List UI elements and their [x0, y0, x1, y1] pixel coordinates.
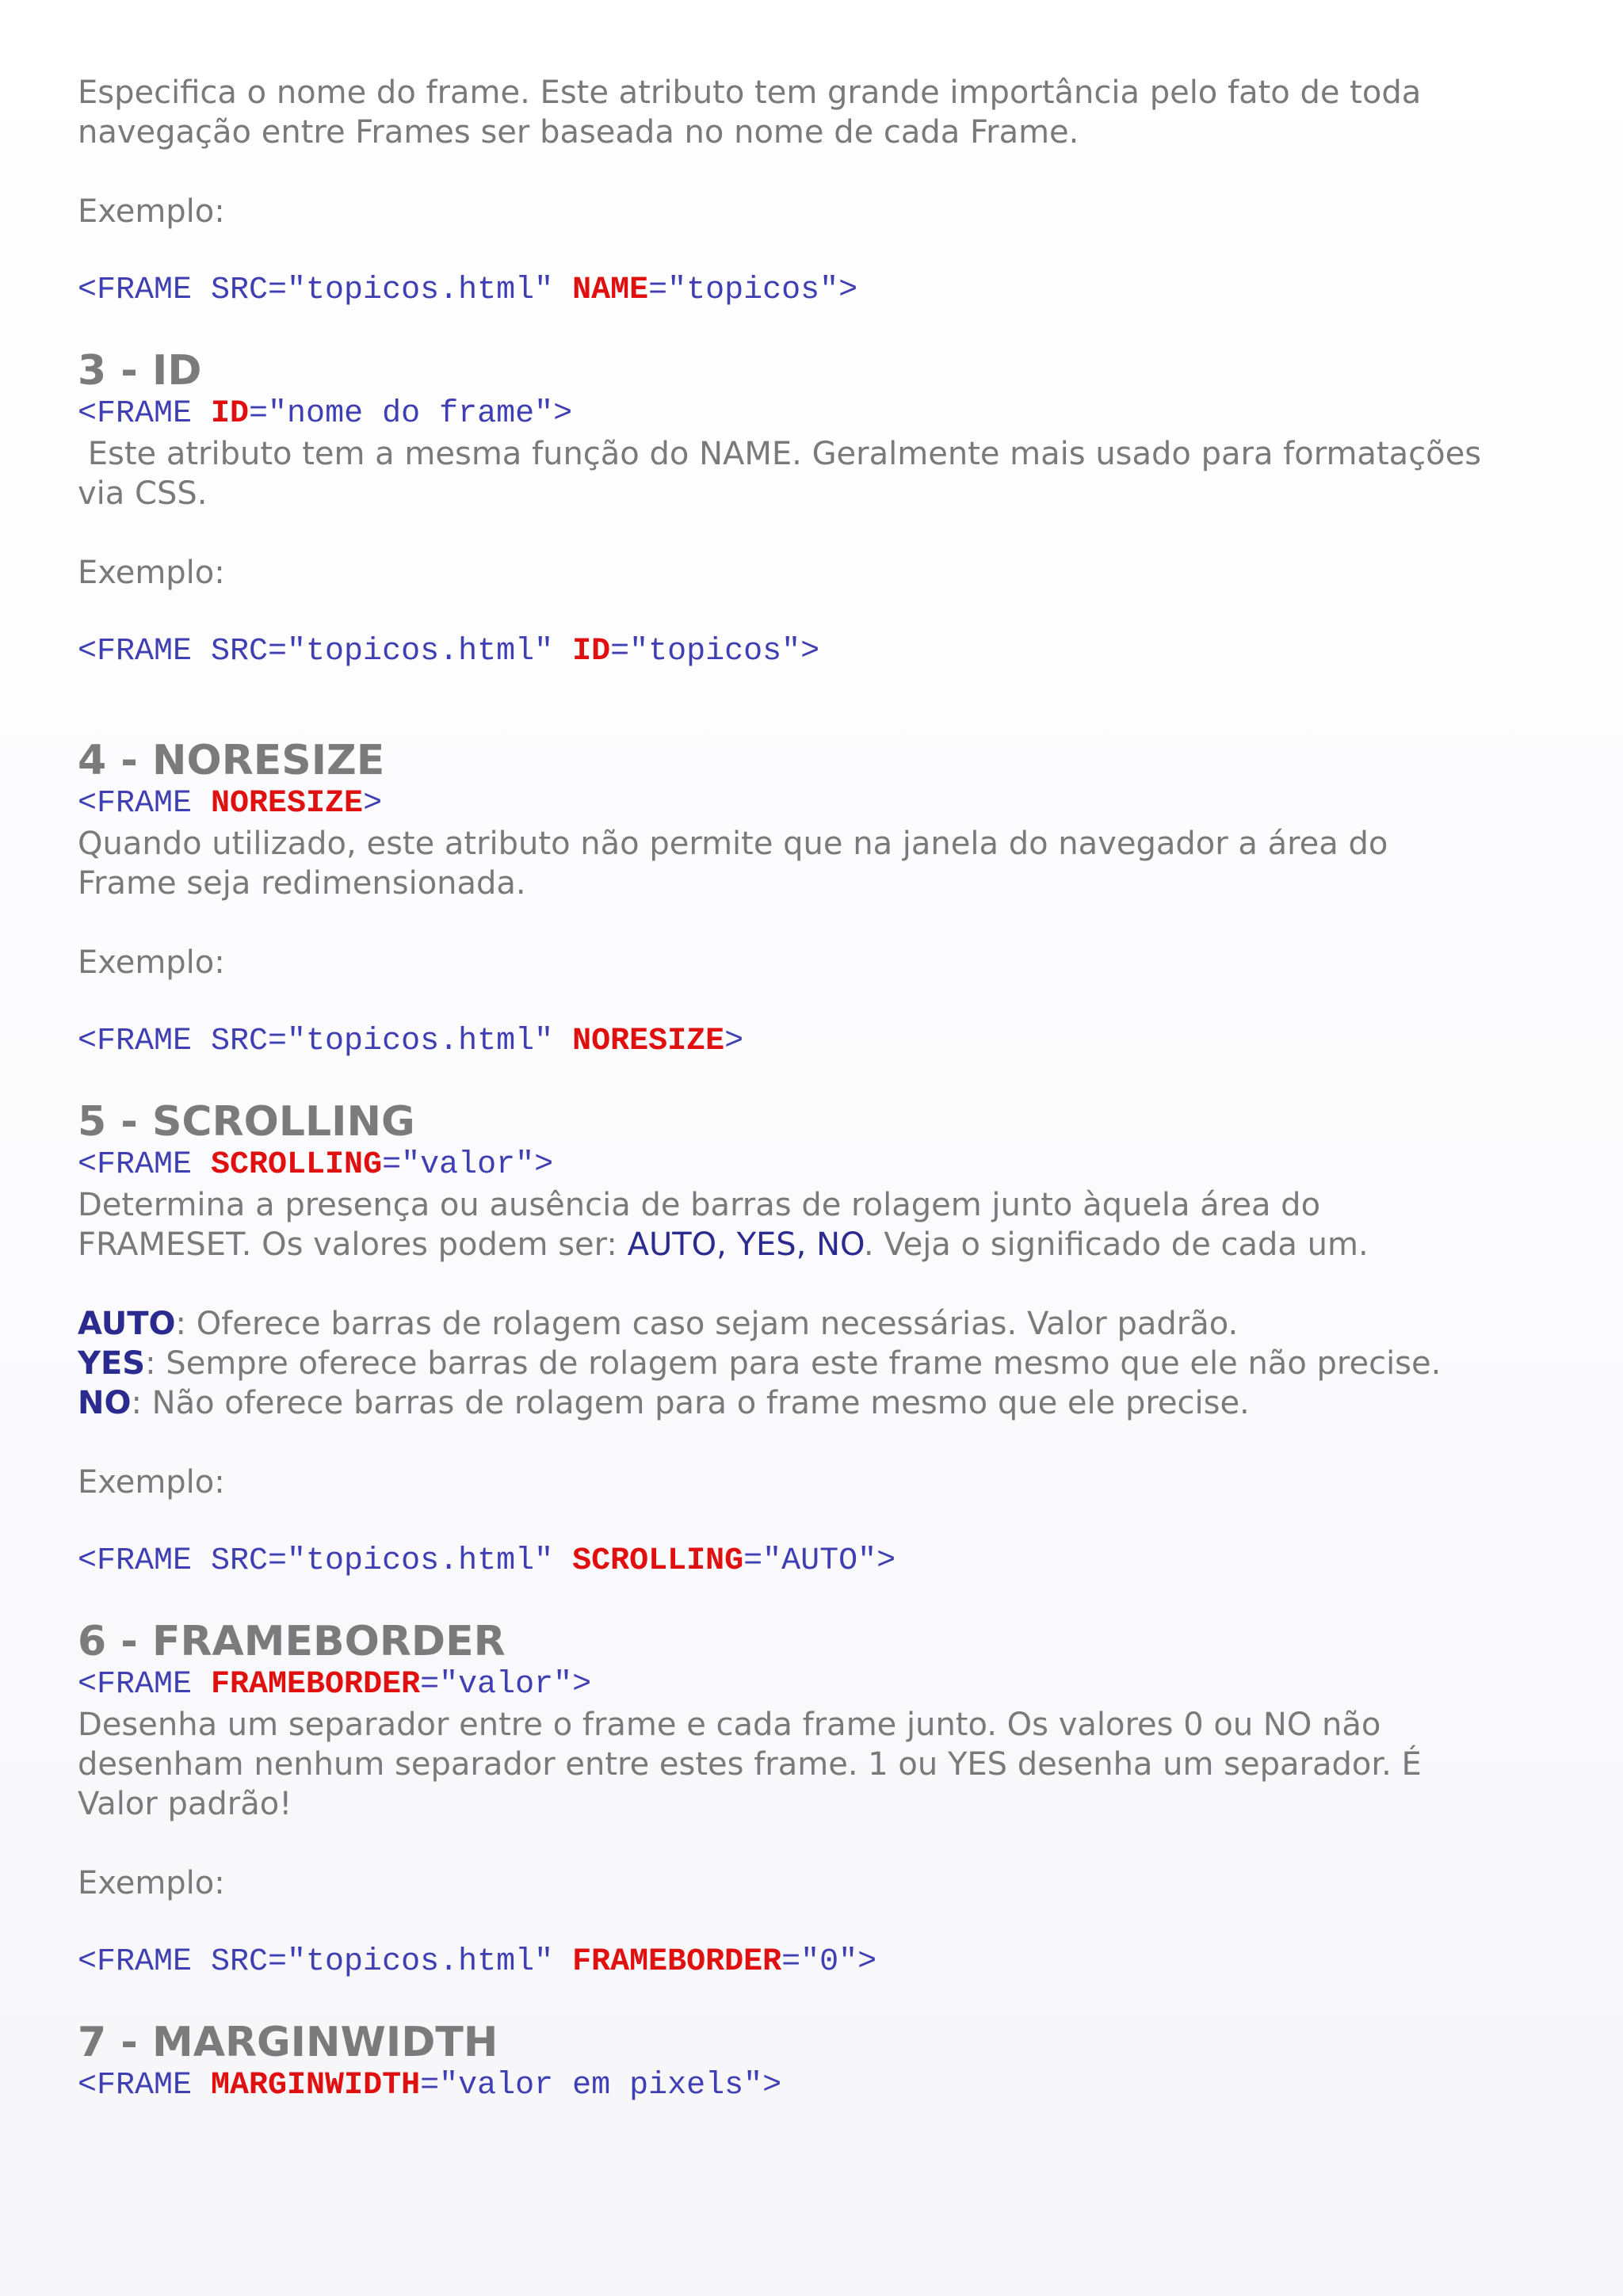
code-suffix: ="topicos"> [610, 634, 820, 669]
frameborder-desc-line-2: desenham nenhum separador entre estes frame. 1 ou YES desenha um separador. É [78, 1746, 1422, 1783]
option-text: : Não oferece barras de rolagem para o frame mesmo que ele precise. [131, 1385, 1250, 1421]
code-keyword: ID [211, 396, 250, 432]
code-prefix: <FRAME [78, 1147, 212, 1183]
code-keyword: FRAMEBORDER [211, 1667, 421, 1703]
option-text: : Oferece barras de rolagem caso sejam necessárias. Valor padrão. [175, 1306, 1239, 1342]
option-name: YES [78, 1345, 146, 1382]
scrolling-option-yes [78, 1344, 1568, 1383]
code-keyword: MARGINWIDTH [211, 2068, 421, 2103]
code-suffix: > [724, 1024, 744, 1059]
document-page [78, 73, 1568, 2106]
section-heading-id: 3 - ID [78, 347, 202, 395]
scrolling-option-no [78, 1383, 1568, 1423]
code-prefix: <FRAME [78, 1667, 212, 1703]
code-prefix: <FRAME SRC="topicos.html" [78, 1944, 573, 1980]
code-suffix: ="valor em pixels"> [420, 2068, 782, 2103]
code-suffix: > [363, 786, 383, 822]
frameborder-desc-line-1: Desenha um separador entre o frame e cada frame junto. Os valores 0 ou NO não [78, 1707, 1381, 1743]
scrolling-desc-suffix: . Veja o significado de cada um. [863, 1226, 1369, 1263]
code-prefix: <FRAME [78, 2068, 212, 2103]
code-prefix: <FRAME SRC="topicos.html" [78, 1543, 573, 1579]
section-heading-scrolling: 5 - SCROLLING [78, 1098, 415, 1146]
scrolling-values: AUTO, YES, NO [627, 1226, 864, 1263]
section-heading-marginwidth: 7 - MARGINWIDTH [78, 2019, 498, 2066]
noresize-desc-line-1: Quando utilizado, este atributo não permite que na janela do navegador a área do [78, 826, 1388, 862]
scrolling-example-code [78, 1542, 1568, 1581]
intro-line-2: navegação entre Frames ser baseada no nome de cada Frame. [78, 114, 1079, 151]
code-keyword: SCROLLING [572, 1543, 744, 1579]
code-keyword: SCROLLING [211, 1147, 383, 1183]
code-keyword: ID [572, 634, 611, 669]
syntax-id [78, 395, 1568, 434]
id-desc-line-1: Este atributo tem a mesma função do NAME. Geralmente mais usado para formatações [78, 436, 1482, 472]
code-keyword: NORESIZE [211, 786, 364, 822]
scrolling-desc-prefix: FRAMESET. Os valores podem ser: [78, 1226, 628, 1263]
option-name: NO [78, 1385, 132, 1421]
section-heading-noresize: 4 - NORESIZE [78, 737, 385, 784]
scrolling-example-label: Exemplo: [78, 1464, 225, 1501]
code-suffix: ="topicos"> [648, 273, 858, 308]
id-example-label: Exemplo: [78, 555, 225, 591]
code-prefix: <FRAME SRC="topicos.html" [78, 634, 573, 669]
syntax-marginwidth [78, 2066, 1568, 2106]
option-name: AUTO [78, 1306, 176, 1342]
code-suffix: ="0"> [781, 1944, 877, 1980]
scrolling-desc-line-2 [78, 1225, 1568, 1264]
intro-example-label: Exemplo: [78, 193, 225, 230]
option-text: : Sempre oferece barras de rolagem para este frame mesmo que ele não precise. [145, 1345, 1442, 1382]
code-keyword: NAME [572, 273, 649, 308]
code-prefix: <FRAME [78, 786, 212, 822]
code-prefix: <FRAME SRC="topicos.html" [78, 273, 573, 308]
code-prefix: <FRAME [78, 396, 212, 432]
id-example-code [78, 632, 1568, 672]
frameborder-example-label: Exemplo: [78, 1865, 225, 1901]
intro-example-code [78, 271, 1568, 311]
frameborder-example-code [78, 1943, 1568, 1982]
code-keyword: FRAMEBORDER [572, 1944, 782, 1980]
code-suffix: ="valor"> [420, 1667, 592, 1703]
code-keyword: NORESIZE [572, 1024, 725, 1059]
noresize-desc-line-2: Frame seja redimensionada. [78, 865, 526, 902]
code-suffix: ="AUTO"> [743, 1543, 896, 1579]
code-suffix: ="valor"> [382, 1147, 554, 1183]
id-desc-line-2: via CSS. [78, 475, 208, 512]
syntax-scrolling [78, 1146, 1568, 1185]
syntax-frameborder [78, 1665, 1568, 1705]
scrolling-option-auto [78, 1304, 1568, 1344]
syntax-noresize [78, 784, 1568, 824]
frameborder-desc-line-3: Valor padrão! [78, 1786, 292, 1822]
code-prefix: <FRAME SRC="topicos.html" [78, 1024, 573, 1059]
code-suffix: ="nome do frame"> [249, 396, 573, 432]
section-heading-frameborder: 6 - FRAMEBORDER [78, 1618, 506, 1665]
noresize-example-label: Exemplo: [78, 944, 225, 981]
noresize-example-code [78, 1022, 1568, 1062]
scrolling-desc-line-1: Determina a presença ou ausência de barras de rolagem junto àquela área do [78, 1187, 1321, 1223]
intro-line-1: Especifica o nome do frame. Este atributo tem grande importância pelo fato de toda [78, 74, 1422, 111]
